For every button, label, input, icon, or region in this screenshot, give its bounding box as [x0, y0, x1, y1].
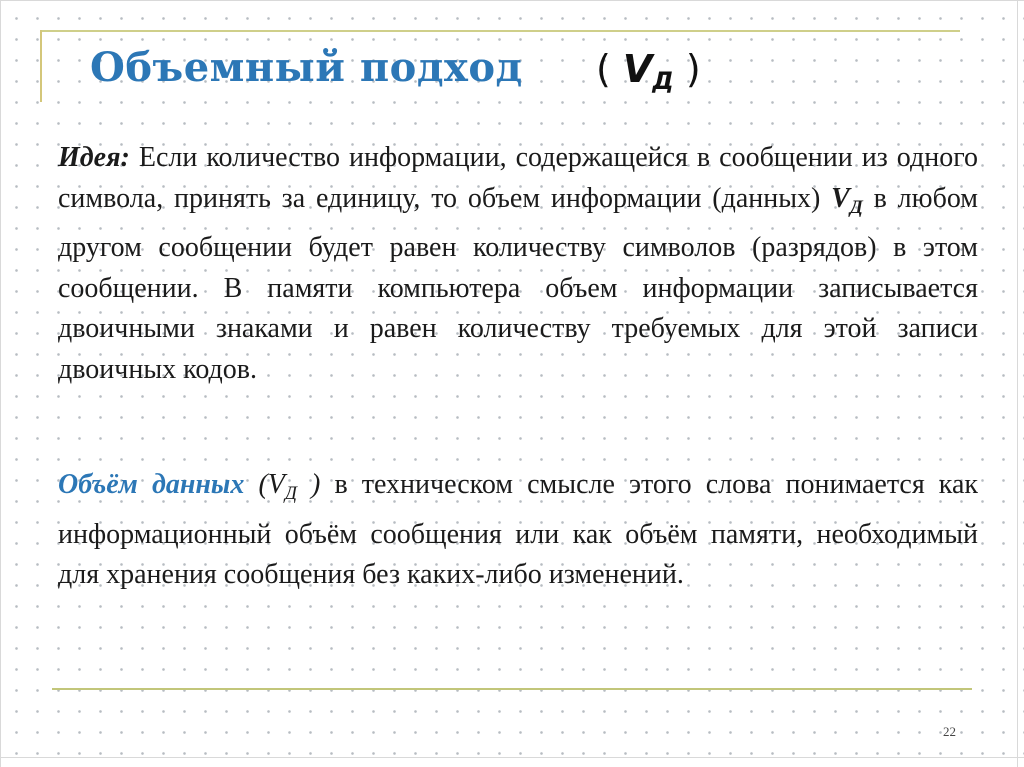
- idea-text-part-2: в любом другом сообщении будет равен количеству символов (разрядов) в этом сообщении. В памяти компьютера объем информации записывается двоичными знаками и равен количеству требуемых для этой записи двоичных кодов.: [58, 182, 979, 385]
- data-volume-paren-open: (: [244, 469, 268, 500]
- idea-paragraph: [58, 138, 978, 390]
- title-formula-open-paren: (: [596, 47, 611, 91]
- footer-rule: [52, 688, 972, 690]
- idea-symbol-subscript: Д: [849, 196, 863, 218]
- page-number: 22: [943, 724, 956, 739]
- title-left-rule: [40, 30, 42, 102]
- idea-symbol: [831, 182, 863, 218]
- bottom-edge-line: [0, 757, 1024, 758]
- data-volume-paragraph: [58, 465, 978, 596]
- data-volume-symbol: [267, 469, 297, 504]
- data-volume-label: Объём данных: [58, 469, 245, 500]
- title-top-rule: [40, 30, 960, 32]
- data-volume-text: в техническом смысле этого слова понимается как информационный объём сообщения или как объём памяти, необходимый для хранения сообщения без каких-либо изменений.: [58, 469, 979, 590]
- idea-label: Идея:: [58, 142, 130, 173]
- idea-symbol-letter: V: [831, 182, 850, 214]
- slide-title: Объемный подход: [90, 44, 523, 91]
- left-edge-line: [0, 0, 1, 767]
- idea-text-part-1: Если количество информации, содержащейся в сообщении из одного символа, принять за единицу, то объем информации (данных): [58, 142, 978, 214]
- title-formula-symbol: V: [622, 47, 653, 91]
- title-formula-subscript: Д: [652, 67, 674, 95]
- title-formula: [596, 47, 701, 95]
- data-volume-paren-close: ): [296, 469, 321, 500]
- right-edge-line: [1017, 0, 1018, 767]
- top-edge-line: [0, 0, 1024, 1]
- data-volume-symbol-letter: V: [267, 469, 285, 500]
- data-volume-symbol-subscript: Д: [284, 483, 297, 504]
- title-formula-close-paren: ): [685, 47, 701, 91]
